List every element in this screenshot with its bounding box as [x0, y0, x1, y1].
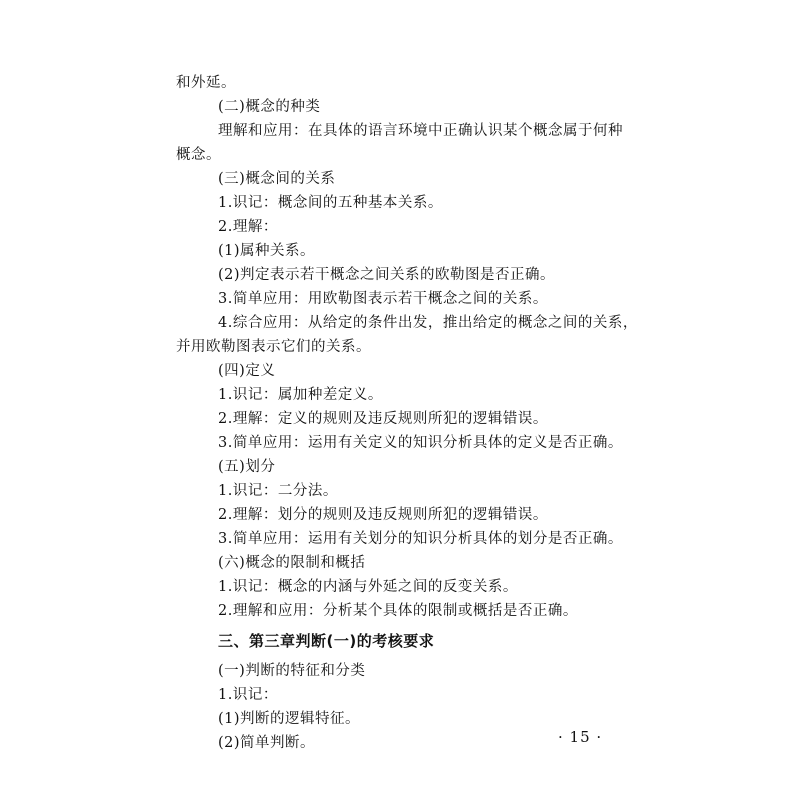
text-line: 2.理解： [218, 219, 278, 235]
text-line: 1.识记：属加种差定义。 [218, 387, 383, 403]
subsection-heading: (二)概念的种类 [218, 99, 321, 115]
text-line: 3.简单应用：运用有关划分的知识分析具体的划分是否正确。 [218, 531, 623, 547]
subsection-heading: (一)判断的特征和分类 [218, 663, 366, 679]
text-line: 3.简单应用：用欧勒图表示若干概念之间的关系。 [218, 291, 548, 307]
subsection-heading: (三)概念间的关系 [218, 171, 336, 187]
subsection-heading: (六)概念的限制和概括 [218, 555, 366, 571]
text-line: (2)判定表示若干概念之间关系的欧勒图是否正确。 [218, 267, 556, 283]
text-line: 概念。 [176, 147, 221, 163]
text-line: 1.识记：概念的内涵与外延之间的反变关系。 [218, 579, 518, 595]
subsection-heading: (五)划分 [218, 459, 276, 475]
text-line: (1)属种关系。 [218, 243, 316, 259]
text-line: 3.简单应用：运用有关定义的知识分析具体的定义是否正确。 [218, 435, 623, 451]
section-heading: 三、第三章判断(一)的考核要求 [218, 632, 435, 650]
text-line: 1.识记：二分法。 [218, 483, 338, 499]
subsection-heading: (四)定义 [218, 363, 276, 379]
text-line: 2.理解和应用：分析某个具体的限制或概括是否正确。 [218, 603, 578, 619]
text-line: 1.识记： [218, 687, 278, 703]
text-line: 和外延。 [176, 75, 236, 91]
text-line: 2.理解：划分的规则及违反规则所犯的逻辑错误。 [218, 507, 548, 523]
text-line: 4.综合应用：从给定的条件出发，推出给定的概念之间的关系， [218, 315, 638, 331]
text-line: 理解和应用：在具体的语言环境中正确认识某个概念属于何种 [218, 123, 623, 139]
text-line: 1.识记：概念间的五种基本关系。 [218, 195, 443, 211]
text-line: (2)简单判断。 [218, 735, 316, 751]
page-number: · 15 · [558, 728, 603, 746]
text-line: (1)判断的逻辑特征。 [218, 711, 361, 727]
text-line: 2.理解：定义的规则及违反规则所犯的逻辑错误。 [218, 411, 548, 427]
text-line: 并用欧勒图表示它们的关系。 [176, 339, 371, 355]
